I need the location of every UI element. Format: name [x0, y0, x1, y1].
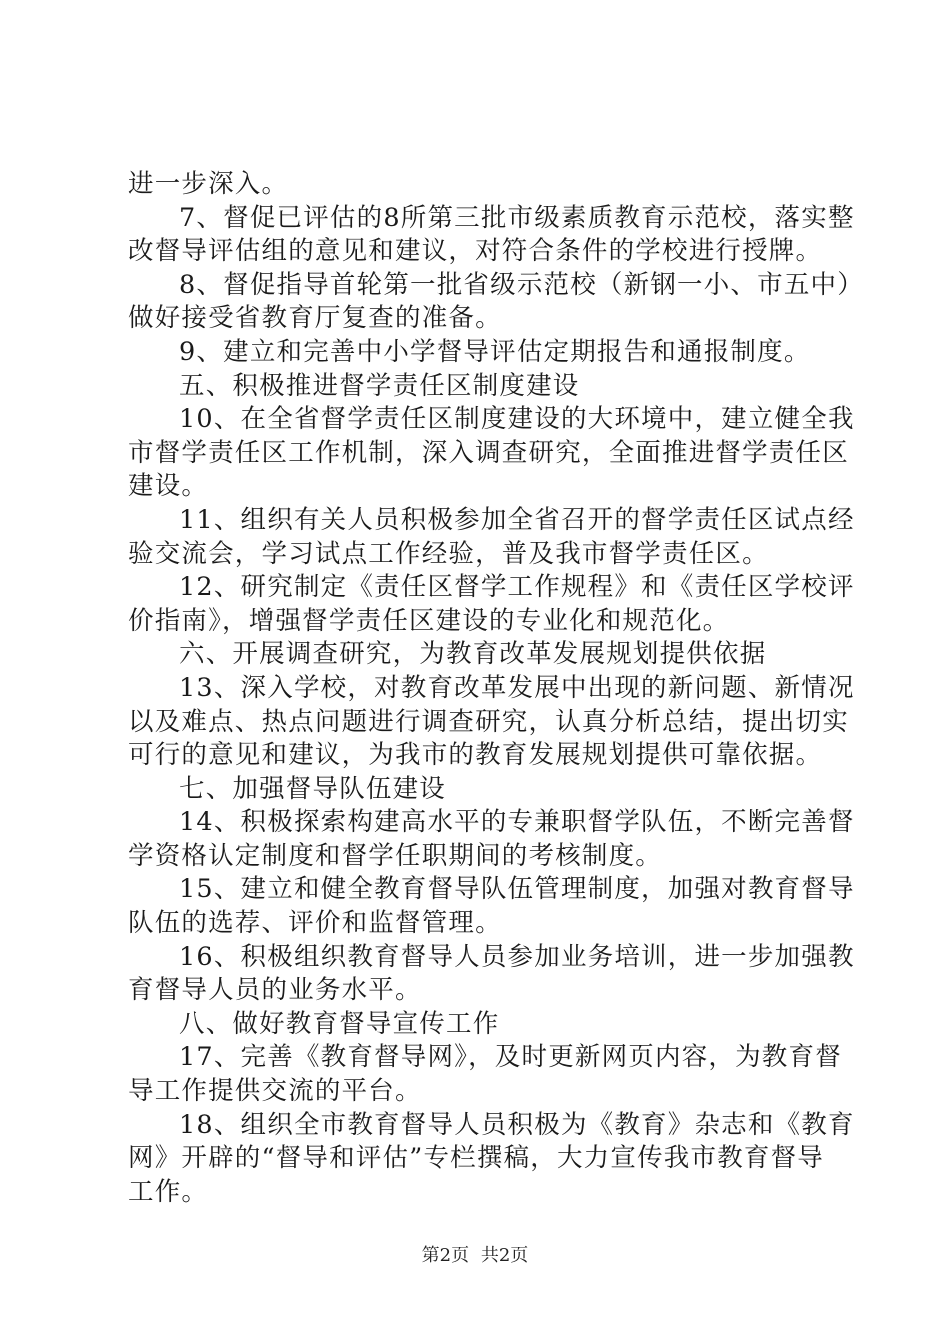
- text-line: 学资格认定制度和督学任职期间的考核制度。: [128, 840, 663, 871]
- text-line: 11、组织有关人员积极参加全省召开的督学责任区试点经: [179, 504, 855, 535]
- text-line: 7、督促已评估的8所第三批市级素质教育示范校，落实整: [179, 202, 855, 233]
- text-line: 市督学责任区工作机制，深入调查研究，全面推进督学责任区: [128, 437, 849, 468]
- text-line: 价指南》，增强督学责任区建设的专业化和规范化。: [128, 605, 730, 636]
- document-body: [128, 168, 864, 1209]
- section-heading: 五、积极推进督学责任区制度建设: [179, 370, 580, 401]
- page-number-total: 共2页: [480, 1245, 529, 1266]
- text-line: 工作。: [128, 1176, 209, 1207]
- text-line: 以及难点、热点问题进行调查研究，认真分析总结，提出切实: [128, 706, 849, 737]
- text-line: 14、积极探索构建高水平的专兼职督学队伍，不断完善督: [179, 807, 855, 838]
- text-line: 队伍的选荐、评价和监督管理。: [128, 908, 502, 939]
- text-line: 进一步深入。: [128, 169, 289, 199]
- section-heading: 七、加强督导队伍建设: [179, 773, 447, 804]
- text-line: 17、完善《教育督导网》，及时更新网页内容，为教育督: [179, 1042, 842, 1073]
- text-line: 15、建立和健全教育督导队伍管理制度，加强对教育督导: [179, 874, 855, 905]
- text-line: 13、深入学校，对教育改革发展中出现的新问题、新情况: [179, 672, 855, 703]
- text-line: 建设。: [128, 471, 209, 502]
- text-line: 10、在全省督学责任区制度建设的大环境中，建立健全我: [179, 404, 855, 435]
- section-heading: 八、做好教育督导宣传工作: [179, 1008, 500, 1039]
- text-line: 做好接受省教育厅复查的准备。: [128, 303, 502, 334]
- text-line: 可行的意见和建议，为我市的教育发展规划提供可靠依据。: [128, 740, 823, 771]
- text-line: 16、积极组织教育督导人员参加业务培训，进一步加强教: [179, 941, 855, 972]
- page-number-current: 第2页: [421, 1245, 470, 1266]
- text-line: 验交流会，学习试点工作经验，普及我市督学责任区。: [128, 538, 769, 569]
- text-line: 18、组织全市教育督导人员积极为《教育》杂志和《教育: [179, 1109, 855, 1140]
- page-footer: [0, 1241, 950, 1267]
- text-line: 导工作提供交流的平台。: [128, 1076, 422, 1107]
- text-line: 育督导人员的业务水平。: [128, 975, 422, 1006]
- text-line: 网》开辟的“督导和评估”专栏撰稿，大力宣传我市教育督导: [128, 1143, 824, 1174]
- text-line: 9、建立和完善中小学督导评估定期报告和通报制度。: [179, 336, 811, 367]
- text-line: 12、研究制定《责任区督学工作规程》和《责任区学校评: [179, 572, 855, 603]
- section-heading: 六、开展调查研究，为教育改革发展规划提供依据: [179, 639, 767, 670]
- text-line: 8、督促指导首轮第一批省级示范校（新钢一小、市五中）: [179, 269, 864, 300]
- text-line: 改督导评估组的意见和建议，对符合条件的学校进行授牌。: [128, 236, 823, 267]
